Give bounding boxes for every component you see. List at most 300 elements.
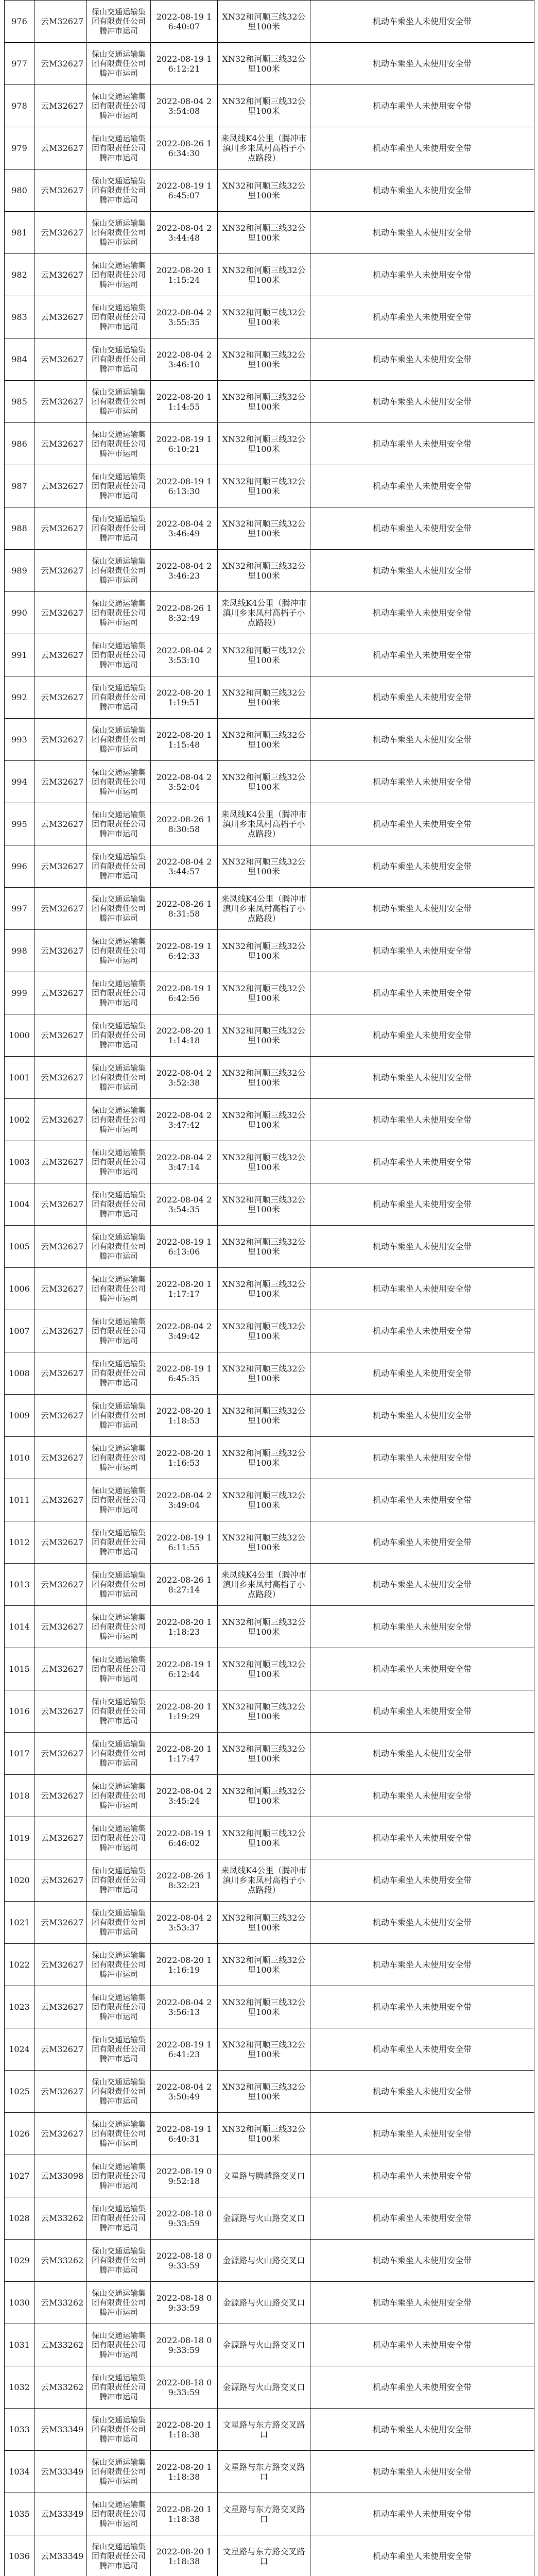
plate-number-cell: 云M32627 (34, 1057, 87, 1099)
company-cell: 保山交通运输集团有限责任公司腾冲市运司 (87, 1859, 151, 1902)
table-row (5, 676, 534, 719)
company-cell: 保山交通运输集团有限责任公司腾冲市运司 (87, 1817, 151, 1859)
violation-location-cell: 来凤线K4公里（腾冲市滇川乡来凤村高档子小点路段） (218, 1564, 310, 1606)
violation-type-cell: 机动车乘坐人未使用安全带 (310, 2113, 534, 2155)
company-cell: 保山交通运输集团有限责任公司腾冲市运司 (87, 1226, 151, 1268)
violation-type-cell: 机动车乘坐人未使用安全带 (310, 1395, 534, 1437)
plate-number-cell: 云M32627 (34, 1352, 87, 1395)
company-cell: 保山交通运输集团有限责任公司腾冲市运司 (87, 2451, 151, 2493)
violation-time-cell: 2022-08-26 16:34:30 (151, 127, 218, 170)
table-row (5, 254, 534, 296)
violation-location-cell: XN32和河顺三线32公里100米 (218, 1986, 310, 2028)
plate-number-cell: 云M32627 (34, 2028, 87, 2071)
plate-number-cell: 云M33098 (34, 2155, 87, 2197)
plate-number-cell: 云M32627 (34, 1944, 87, 1986)
violation-location-cell: XN32和河顺三线32公里100米 (218, 381, 310, 423)
violation-location-cell: XN32和河顺三线32公里100米 (218, 1268, 310, 1310)
row-number-cell: 1006 (5, 1268, 34, 1310)
violation-type-cell: 机动车乘坐人未使用安全带 (310, 2028, 534, 2071)
row-number-cell: 976 (5, 1, 34, 43)
row-number-cell: 1024 (5, 2028, 34, 2071)
violation-type-cell: 机动车乘坐人未使用安全带 (310, 507, 534, 550)
row-number-cell: 986 (5, 423, 34, 465)
table-row (5, 1395, 534, 1437)
row-number-cell: 1026 (5, 2113, 34, 2155)
row-number-cell: 993 (5, 719, 34, 761)
row-number-cell: 1008 (5, 1352, 34, 1395)
row-number-cell: 1022 (5, 1944, 34, 1986)
company-cell: 保山交通运输集团有限责任公司腾冲市运司 (87, 212, 151, 254)
violation-type-cell: 机动车乘坐人未使用安全带 (310, 85, 534, 127)
violation-location-cell: XN32和河顺三线32公里100米 (218, 1352, 310, 1395)
company-cell: 保山交通运输集团有限责任公司腾冲市运司 (87, 43, 151, 85)
violation-type-cell: 机动车乘坐人未使用安全带 (310, 127, 534, 170)
violation-location-cell: 文星路与东方路交叉路口 (218, 2535, 310, 2576)
violation-time-cell: 2022-08-04 23:47:42 (151, 1099, 218, 1141)
company-cell: 保山交通运输集团有限责任公司腾冲市运司 (87, 550, 151, 592)
company-cell: 保山交通运输集团有限责任公司腾冲市运司 (87, 2028, 151, 2071)
table-row (5, 381, 534, 423)
violation-time-cell: 2022-08-19 16:40:07 (151, 1, 218, 43)
violation-location-cell: XN32和河顺三线32公里100米 (218, 845, 310, 888)
violation-time-cell: 2022-08-19 16:42:33 (151, 930, 218, 972)
row-number-cell: 1011 (5, 1479, 34, 1521)
row-number-cell: 1004 (5, 1183, 34, 1226)
violation-type-cell: 机动车乘坐人未使用安全带 (310, 465, 534, 507)
violation-location-cell: XN32和河顺三线32公里100米 (218, 1141, 310, 1183)
company-cell: 保山交通运输集团有限责任公司腾冲市运司 (87, 2113, 151, 2155)
company-cell: 保山交通运输集团有限责任公司腾冲市运司 (87, 1395, 151, 1437)
violation-time-cell: 2022-08-04 23:49:42 (151, 1310, 218, 1352)
table-row (5, 1521, 534, 1564)
table-row (5, 2409, 534, 2451)
table-row (5, 2535, 534, 2576)
row-number-cell: 1001 (5, 1057, 34, 1099)
row-number-cell: 987 (5, 465, 34, 507)
violation-time-cell: 2022-08-20 11:18:38 (151, 2535, 218, 2576)
plate-number-cell: 云M32627 (34, 338, 87, 381)
violation-type-cell: 机动车乘坐人未使用安全带 (310, 2197, 534, 2240)
row-number-cell: 1018 (5, 1775, 34, 1817)
table-row (5, 845, 534, 888)
violation-time-cell: 2022-08-19 16:12:21 (151, 43, 218, 85)
company-cell: 保山交通运输集团有限责任公司腾冲市运司 (87, 2155, 151, 2197)
plate-number-cell: 云M32627 (34, 1099, 87, 1141)
violation-type-cell: 机动车乘坐人未使用安全带 (310, 1902, 534, 1944)
row-number-cell: 1020 (5, 1859, 34, 1902)
violation-time-cell: 2022-08-19 16:12:44 (151, 1648, 218, 1690)
violation-type-cell: 机动车乘坐人未使用安全带 (310, 1733, 534, 1775)
company-cell: 保山交通运输集团有限责任公司腾冲市运司 (87, 507, 151, 550)
violation-type-cell: 机动车乘坐人未使用安全带 (310, 1057, 534, 1099)
company-cell: 保山交通运输集团有限责任公司腾冲市运司 (87, 2366, 151, 2409)
violation-time-cell: 2022-08-04 23:47:14 (151, 1141, 218, 1183)
plate-number-cell: 云M32627 (34, 1902, 87, 1944)
violation-location-cell: XN32和河顺三线32公里100米 (218, 1310, 310, 1352)
company-cell: 保山交通运输集团有限责任公司腾冲市运司 (87, 1690, 151, 1733)
plate-number-cell: 云M32627 (34, 1, 87, 43)
violation-type-cell: 机动车乘坐人未使用安全带 (310, 254, 534, 296)
plate-number-cell: 云M33349 (34, 2409, 87, 2451)
violation-time-cell: 2022-08-04 23:44:57 (151, 845, 218, 888)
row-number-cell: 1000 (5, 1014, 34, 1057)
row-number-cell: 1019 (5, 1817, 34, 1859)
plate-number-cell: 云M32627 (34, 676, 87, 719)
violation-time-cell: 2022-08-26 18:32:49 (151, 592, 218, 634)
violation-time-cell: 2022-08-20 11:18:53 (151, 1395, 218, 1437)
plate-number-cell: 云M33262 (34, 2282, 87, 2324)
row-number-cell: 1013 (5, 1564, 34, 1606)
company-cell: 保山交通运输集团有限责任公司腾冲市运司 (87, 296, 151, 338)
company-cell: 保山交通运输集团有限责任公司腾冲市运司 (87, 1057, 151, 1099)
row-number-cell: 1005 (5, 1226, 34, 1268)
table-row (5, 1817, 534, 1859)
violation-location-cell: 文星路与东方路交叉路口 (218, 2493, 310, 2535)
violation-type-cell: 机动车乘坐人未使用安全带 (310, 845, 534, 888)
violation-type-cell: 机动车乘坐人未使用安全带 (310, 2071, 534, 2113)
company-cell: 保山交通运输集团有限责任公司腾冲市运司 (87, 1437, 151, 1479)
violation-location-cell: XN32和河顺三线32公里100米 (218, 761, 310, 803)
violation-time-cell: 2022-08-20 11:18:38 (151, 2409, 218, 2451)
plate-number-cell: 云M32627 (34, 592, 87, 634)
company-cell: 保山交通运输集团有限责任公司腾冲市运司 (87, 1141, 151, 1183)
table-row (5, 43, 534, 85)
violation-time-cell: 2022-08-19 16:45:35 (151, 1352, 218, 1395)
violation-time-cell: 2022-08-20 11:16:53 (151, 1437, 218, 1479)
table-row (5, 85, 534, 127)
row-number-cell: 1033 (5, 2409, 34, 2451)
table-row (5, 803, 534, 845)
violation-time-cell: 2022-08-19 16:42:56 (151, 972, 218, 1014)
violation-type-cell: 机动车乘坐人未使用安全带 (310, 930, 534, 972)
plate-number-cell: 云M32627 (34, 1817, 87, 1859)
violation-time-cell: 2022-08-04 23:52:38 (151, 1057, 218, 1099)
plate-number-cell: 云M32627 (34, 1141, 87, 1183)
table-row (5, 1183, 534, 1226)
violation-time-cell: 2022-08-04 23:54:35 (151, 1183, 218, 1226)
table-row (5, 127, 534, 170)
table-row (5, 2282, 534, 2324)
company-cell: 保山交通运输集团有限责任公司腾冲市运司 (87, 1944, 151, 1986)
company-cell: 保山交通运输集团有限责任公司腾冲市运司 (87, 888, 151, 930)
table-row (5, 1606, 534, 1648)
violation-type-cell: 机动车乘坐人未使用安全带 (310, 381, 534, 423)
company-cell: 保山交通运输集团有限责任公司腾冲市运司 (87, 930, 151, 972)
row-number-cell: 1025 (5, 2071, 34, 2113)
row-number-cell: 1030 (5, 2282, 34, 2324)
violation-type-cell: 机动车乘坐人未使用安全带 (310, 2493, 534, 2535)
violation-type-cell: 机动车乘坐人未使用安全带 (310, 972, 534, 1014)
plate-number-cell: 云M32627 (34, 1226, 87, 1268)
violation-time-cell: 2022-08-04 23:46:49 (151, 507, 218, 550)
violation-location-cell: XN32和河顺三线32公里100米 (218, 2071, 310, 2113)
violation-table-body (5, 1, 534, 2576)
plate-number-cell: 云M32627 (34, 1859, 87, 1902)
row-number-cell: 1028 (5, 2197, 34, 2240)
violation-time-cell: 2022-08-20 11:19:51 (151, 676, 218, 719)
table-row (5, 2493, 534, 2535)
company-cell: 保山交通运输集团有限责任公司腾冲市运司 (87, 2197, 151, 2240)
plate-number-cell: 云M32627 (34, 1395, 87, 1437)
violation-time-cell: 2022-08-19 09:52:18 (151, 2155, 218, 2197)
violation-time-cell: 2022-08-04 23:53:37 (151, 1902, 218, 1944)
row-number-cell: 1029 (5, 2240, 34, 2282)
row-number-cell: 983 (5, 296, 34, 338)
violation-location-cell: 金源路与火山路交叉口 (218, 2366, 310, 2409)
plate-number-cell: 云M33262 (34, 2366, 87, 2409)
plate-number-cell: 云M33262 (34, 2197, 87, 2240)
table-row (5, 2366, 534, 2409)
company-cell: 保山交通运输集团有限责任公司腾冲市运司 (87, 1986, 151, 2028)
violation-location-cell: XN32和河顺三线32公里100米 (218, 2028, 310, 2071)
violation-type-cell: 机动车乘坐人未使用安全带 (310, 2324, 534, 2366)
violation-type-cell: 机动车乘坐人未使用安全带 (310, 2366, 534, 2409)
row-number-cell: 1034 (5, 2451, 34, 2493)
row-number-cell: 1015 (5, 1648, 34, 1690)
plate-number-cell: 云M32627 (34, 1606, 87, 1648)
row-number-cell: 1023 (5, 1986, 34, 2028)
violation-type-cell: 机动车乘坐人未使用安全带 (310, 43, 534, 85)
violation-time-cell: 2022-08-04 23:53:10 (151, 634, 218, 676)
row-number-cell: 1009 (5, 1395, 34, 1437)
plate-number-cell: 云M32627 (34, 761, 87, 803)
violation-type-cell: 机动车乘坐人未使用安全带 (310, 719, 534, 761)
violation-time-cell: 2022-08-20 11:14:18 (151, 1014, 218, 1057)
company-cell: 保山交通运输集团有限责任公司腾冲市运司 (87, 170, 151, 212)
plate-number-cell: 云M32627 (34, 423, 87, 465)
violation-type-cell: 机动车乘坐人未使用安全带 (310, 2155, 534, 2197)
table-row (5, 2113, 534, 2155)
table-row (5, 1944, 534, 1986)
violation-type-cell: 机动车乘坐人未使用安全带 (310, 1183, 534, 1226)
violation-location-cell: 来凤线K4公里（腾冲市滇川乡来凤村高档子小点路段） (218, 803, 310, 845)
table-row (5, 423, 534, 465)
company-cell: 保山交通运输集团有限责任公司腾冲市运司 (87, 1183, 151, 1226)
violation-location-cell: XN32和河顺三线32公里100米 (218, 1521, 310, 1564)
violation-time-cell: 2022-08-19 16:10:21 (151, 423, 218, 465)
table-row (5, 1648, 534, 1690)
plate-number-cell: 云M33262 (34, 2324, 87, 2366)
row-number-cell: 1014 (5, 1606, 34, 1648)
violation-location-cell: XN32和河顺三线32公里100米 (218, 1648, 310, 1690)
violation-time-cell: 2022-08-04 23:44:48 (151, 212, 218, 254)
violation-location-cell: XN32和河顺三线32公里100米 (218, 1437, 310, 1479)
table-row (5, 2155, 534, 2197)
violation-location-cell: XN32和河顺三线32公里100米 (218, 972, 310, 1014)
violation-location-cell: XN32和河顺三线32公里100米 (218, 296, 310, 338)
plate-number-cell: 云M32627 (34, 85, 87, 127)
company-cell: 保山交通运输集团有限责任公司腾冲市运司 (87, 761, 151, 803)
violation-time-cell: 2022-08-20 11:16:19 (151, 1944, 218, 1986)
table-row (5, 1564, 534, 1606)
row-number-cell: 1021 (5, 1902, 34, 1944)
table-row (5, 1775, 534, 1817)
row-number-cell: 978 (5, 85, 34, 127)
company-cell: 保山交通运输集团有限责任公司腾冲市运司 (87, 676, 151, 719)
violation-type-cell: 机动车乘坐人未使用安全带 (310, 1141, 534, 1183)
table-row (5, 930, 534, 972)
row-number-cell: 1016 (5, 1690, 34, 1733)
row-number-cell: 985 (5, 381, 34, 423)
plate-number-cell: 云M32627 (34, 1268, 87, 1310)
violation-location-cell: 来凤线K4公里（腾冲市滇川乡来凤村高档子小点路段） (218, 127, 310, 170)
violation-location-cell: XN32和河顺三线32公里100米 (218, 423, 310, 465)
plate-number-cell: 云M32627 (34, 1775, 87, 1817)
table-row (5, 1352, 534, 1395)
violation-time-cell: 2022-08-04 23:49:04 (151, 1479, 218, 1521)
violation-location-cell: XN32和河顺三线32公里100米 (218, 1057, 310, 1099)
violation-location-cell: 金源路与火山路交叉口 (218, 2240, 310, 2282)
violation-time-cell: 2022-08-20 11:15:24 (151, 254, 218, 296)
row-number-cell: 1031 (5, 2324, 34, 2366)
table-row (5, 1310, 534, 1352)
violation-location-cell: XN32和河顺三线32公里100米 (218, 1099, 310, 1141)
violation-type-cell: 机动车乘坐人未使用安全带 (310, 1226, 534, 1268)
table-row (5, 1099, 534, 1141)
row-number-cell: 992 (5, 676, 34, 719)
row-number-cell: 994 (5, 761, 34, 803)
violation-type-cell: 机动车乘坐人未使用安全带 (310, 1606, 534, 1648)
plate-number-cell: 云M32627 (34, 1437, 87, 1479)
violation-time-cell: 2022-08-04 23:46:10 (151, 338, 218, 381)
plate-number-cell: 云M32627 (34, 803, 87, 845)
plate-number-cell: 云M32627 (34, 127, 87, 170)
violation-location-cell: XN32和河顺三线32公里100米 (218, 1183, 310, 1226)
violation-type-cell: 机动车乘坐人未使用安全带 (310, 1859, 534, 1902)
violation-type-cell: 机动车乘坐人未使用安全带 (310, 888, 534, 930)
row-number-cell: 980 (5, 170, 34, 212)
plate-number-cell: 云M32627 (34, 1648, 87, 1690)
violation-type-cell: 机动车乘坐人未使用安全带 (310, 338, 534, 381)
table-row (5, 761, 534, 803)
plate-number-cell: 云M33349 (34, 2535, 87, 2576)
company-cell: 保山交通运输集团有限责任公司腾冲市运司 (87, 465, 151, 507)
company-cell: 保山交通运输集团有限责任公司腾冲市运司 (87, 423, 151, 465)
plate-number-cell: 云M32627 (34, 507, 87, 550)
violation-type-cell: 机动车乘坐人未使用安全带 (310, 1014, 534, 1057)
violation-location-cell: XN32和河顺三线32公里100米 (218, 212, 310, 254)
plate-number-cell: 云M32627 (34, 550, 87, 592)
violation-type-cell: 机动车乘坐人未使用安全带 (310, 2282, 534, 2324)
violation-type-cell: 机动车乘坐人未使用安全带 (310, 423, 534, 465)
violation-type-cell: 机动车乘坐人未使用安全带 (310, 1521, 534, 1564)
table-row (5, 338, 534, 381)
violation-time-cell: 2022-08-20 11:17:47 (151, 1733, 218, 1775)
row-number-cell: 996 (5, 845, 34, 888)
row-number-cell: 984 (5, 338, 34, 381)
table-row (5, 1014, 534, 1057)
row-number-cell: 1035 (5, 2493, 34, 2535)
violation-time-cell: 2022-08-19 16:11:55 (151, 1521, 218, 1564)
plate-number-cell: 云M32627 (34, 1690, 87, 1733)
row-number-cell: 1012 (5, 1521, 34, 1564)
violation-time-cell: 2022-08-18 09:33:59 (151, 2197, 218, 2240)
plate-number-cell: 云M32627 (34, 170, 87, 212)
row-number-cell: 989 (5, 550, 34, 592)
row-number-cell: 1032 (5, 2366, 34, 2409)
company-cell: 保山交通运输集团有限责任公司腾冲市运司 (87, 2240, 151, 2282)
violation-location-cell: XN32和河顺三线32公里100米 (218, 930, 310, 972)
violation-type-cell: 机动车乘坐人未使用安全带 (310, 296, 534, 338)
violation-time-cell: 2022-08-18 09:33:59 (151, 2366, 218, 2409)
violation-time-cell: 2022-08-26 18:32:23 (151, 1859, 218, 1902)
company-cell: 保山交通运输集团有限责任公司腾冲市运司 (87, 1606, 151, 1648)
plate-number-cell: 云M32627 (34, 1564, 87, 1606)
table-row (5, 212, 534, 254)
violation-time-cell: 2022-08-19 16:45:07 (151, 170, 218, 212)
plate-number-cell: 云M32627 (34, 1479, 87, 1521)
table-row (5, 1437, 534, 1479)
violation-location-cell: XN32和河顺三线32公里100米 (218, 170, 310, 212)
table-row (5, 1902, 534, 1944)
violation-type-cell: 机动车乘坐人未使用安全带 (310, 1944, 534, 1986)
violation-type-cell: 机动车乘坐人未使用安全带 (310, 1352, 534, 1395)
violation-time-cell: 2022-08-20 11:15:48 (151, 719, 218, 761)
violation-time-cell: 2022-08-20 11:18:38 (151, 2451, 218, 2493)
plate-number-cell: 云M32627 (34, 1014, 87, 1057)
company-cell: 保山交通运输集团有限责任公司腾冲市运司 (87, 1733, 151, 1775)
table-row (5, 1733, 534, 1775)
company-cell: 保山交通运输集团有限责任公司腾冲市运司 (87, 1775, 151, 1817)
company-cell: 保山交通运输集团有限责任公司腾冲市运司 (87, 803, 151, 845)
table-row (5, 1, 534, 43)
table-row (5, 550, 534, 592)
violation-location-cell: XN32和河顺三线32公里100米 (218, 507, 310, 550)
company-cell: 保山交通运输集团有限责任公司腾冲市运司 (87, 634, 151, 676)
violation-time-cell: 2022-08-04 23:55:35 (151, 296, 218, 338)
violation-time-cell: 2022-08-18 09:33:59 (151, 2240, 218, 2282)
company-cell: 保山交通运输集团有限责任公司腾冲市运司 (87, 127, 151, 170)
row-number-cell: 1007 (5, 1310, 34, 1352)
plate-number-cell: 云M32627 (34, 254, 87, 296)
violation-time-cell: 2022-08-04 23:54:08 (151, 85, 218, 127)
violation-time-cell: 2022-08-18 09:33:59 (151, 2324, 218, 2366)
violation-time-cell: 2022-08-04 23:56:13 (151, 1986, 218, 2028)
violation-location-cell: XN32和河顺三线32公里100米 (218, 465, 310, 507)
plate-number-cell: 云M32627 (34, 296, 87, 338)
violation-location-cell: 金源路与火山路交叉口 (218, 2282, 310, 2324)
plate-number-cell: 云M32627 (34, 212, 87, 254)
violation-location-cell: XN32和河顺三线32公里100米 (218, 719, 310, 761)
row-number-cell: 990 (5, 592, 34, 634)
violation-time-cell: 2022-08-04 23:50:49 (151, 2071, 218, 2113)
row-number-cell: 995 (5, 803, 34, 845)
violation-time-cell: 2022-08-20 11:18:38 (151, 2493, 218, 2535)
violation-location-cell: XN32和河顺三线32公里100米 (218, 1226, 310, 1268)
plate-number-cell: 云M32627 (34, 972, 87, 1014)
plate-number-cell: 云M32627 (34, 1521, 87, 1564)
violation-time-cell: 2022-08-19 16:41:23 (151, 2028, 218, 2071)
company-cell: 保山交通运输集团有限责任公司腾冲市运司 (87, 1352, 151, 1395)
plate-number-cell: 云M32627 (34, 1733, 87, 1775)
table-row (5, 465, 534, 507)
violation-type-cell: 机动车乘坐人未使用安全带 (310, 676, 534, 719)
plate-number-cell: 云M32627 (34, 634, 87, 676)
table-row (5, 972, 534, 1014)
violation-type-cell: 机动车乘坐人未使用安全带 (310, 761, 534, 803)
violation-type-cell: 机动车乘坐人未使用安全带 (310, 550, 534, 592)
plate-number-cell: 云M33349 (34, 2493, 87, 2535)
violation-time-cell: 2022-08-26 18:30:58 (151, 803, 218, 845)
violation-time-cell: 2022-08-26 18:31:58 (151, 888, 218, 930)
plate-number-cell: 云M32627 (34, 719, 87, 761)
violation-location-cell: 来凤线K4公里（腾冲市滇川乡来凤村高档子小点路段） (218, 1859, 310, 1902)
violation-type-cell: 机动车乘坐人未使用安全带 (310, 1310, 534, 1352)
table-row (5, 1690, 534, 1733)
violation-type-cell: 机动车乘坐人未使用安全带 (310, 634, 534, 676)
company-cell: 保山交通运输集团有限责任公司腾冲市运司 (87, 1099, 151, 1141)
row-number-cell: 1003 (5, 1141, 34, 1183)
